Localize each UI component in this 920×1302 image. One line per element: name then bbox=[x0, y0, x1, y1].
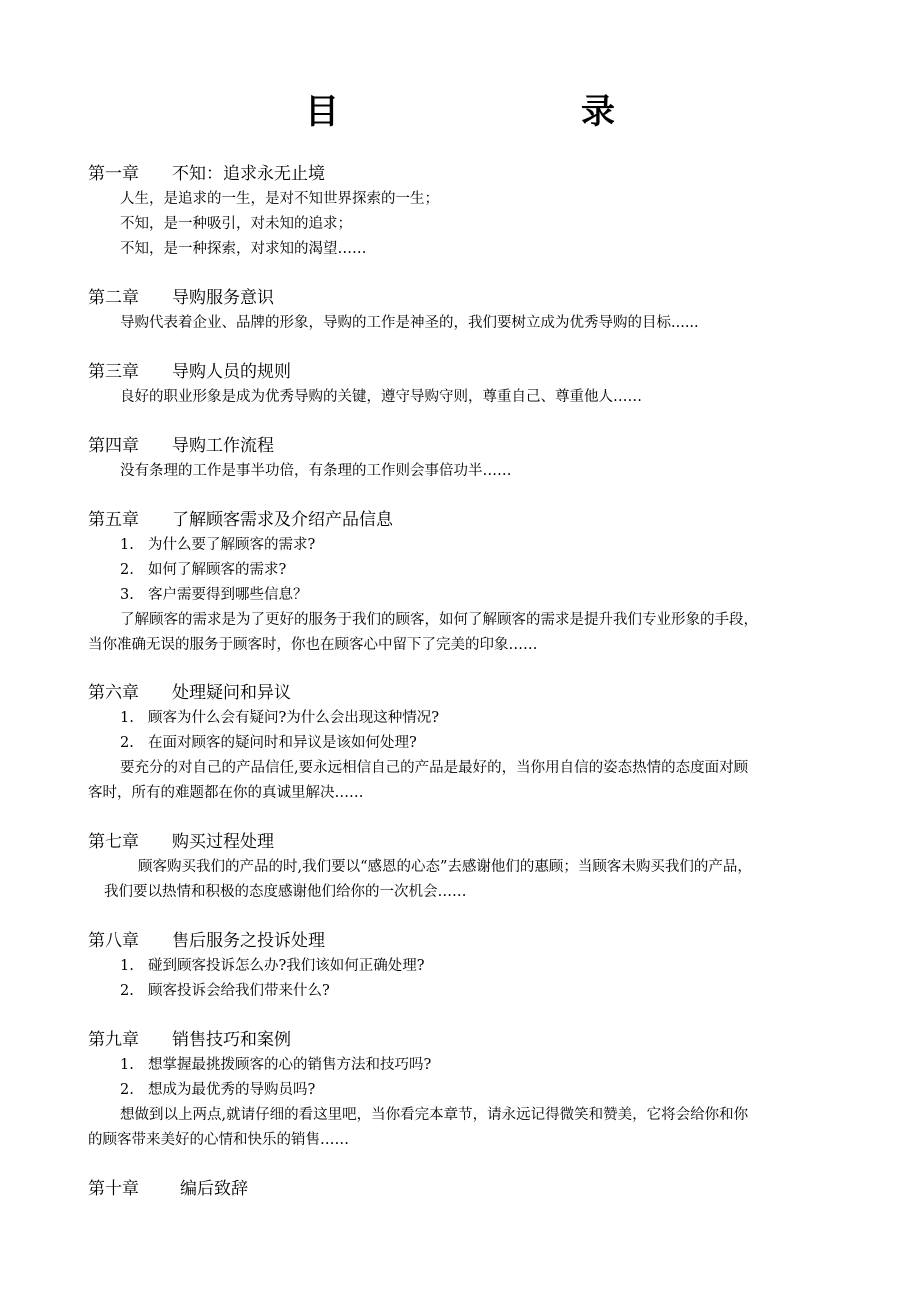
list-text: 想掌握最挑拨顾客的心的销售方法和技巧吗? bbox=[148, 1057, 432, 1073]
chapter-6-line-2: 客时，所有的难题都在你的真诚里解决…… bbox=[88, 785, 364, 801]
chapter-title: 导购人员的规则 bbox=[172, 362, 291, 382]
chapter-2-heading bbox=[88, 286, 274, 310]
list-text: 客户需要得到哪些信息？ bbox=[148, 587, 308, 603]
chapter-number: 第九章 bbox=[88, 1030, 139, 1050]
chapter-7-line-2: 我们要以热情和积极的态度感谢他们给你的一次机会…… bbox=[104, 884, 467, 900]
list-number: 1. bbox=[120, 537, 134, 553]
chapter-title: 导购工作流程 bbox=[172, 436, 274, 456]
list-number: 3. bbox=[120, 587, 134, 603]
chapter-1-line-2: 不知，是一种吸引，对未知的追求； bbox=[120, 216, 352, 232]
list-text: 为什么要了解顾客的需求? bbox=[148, 537, 316, 553]
list-text: 顾客为什么会有疑问?为什么会出现这种情况? bbox=[148, 710, 440, 726]
chapter-9-line-2: 的顾客带来美好的心情和快乐的销售…… bbox=[88, 1132, 349, 1148]
chapter-number: 第八章 bbox=[88, 931, 139, 951]
list-item bbox=[120, 954, 425, 978]
list-item bbox=[120, 533, 315, 557]
list-text: 顾客投诉会给我们带来什么? bbox=[148, 983, 330, 999]
chapter-number: 第三章 bbox=[88, 362, 139, 382]
chapter-5-line-1: 了解顾客的需求是为了更好的服务于我们的顾客，如何了解顾客的需求是提升我们专业形象的手段， bbox=[120, 612, 758, 628]
chapter-title: 处理疑问和异议 bbox=[172, 683, 291, 703]
list-item bbox=[120, 979, 330, 1003]
list-number: 1. bbox=[120, 1057, 134, 1073]
list-number: 2. bbox=[120, 735, 134, 751]
list-item bbox=[120, 706, 439, 730]
chapter-number: 第二章 bbox=[88, 288, 139, 308]
list-item bbox=[120, 583, 308, 607]
chapter-9-line-1: 想做到以上两点,就请仔细的看这里吧，当你看完本章节，请永远记得微笑和赞美，它将会给你和你 bbox=[120, 1107, 749, 1123]
chapter-title: 不知：追求永无止境 bbox=[172, 164, 325, 184]
chapter-title: 编后致辞 bbox=[180, 1179, 248, 1199]
chapter-number: 第十章 bbox=[88, 1179, 139, 1199]
chapter-7-line-1: 顾客购买我们的产品的时,我们要以“感恩的心态”去感谢他们的惠顾；当顾客未购买我们的产品， bbox=[138, 859, 752, 875]
chapter-7-heading bbox=[88, 830, 274, 854]
list-item bbox=[120, 1078, 315, 1102]
chapter-6-line-1: 要充分的对自己的产品信任,要永远相信自己的产品是最好的，当你用自信的姿态热情的态度面对顾 bbox=[120, 760, 749, 776]
chapter-5-heading bbox=[88, 508, 393, 532]
chapter-title: 导购服务意识 bbox=[172, 288, 274, 308]
chapter-8-heading bbox=[88, 929, 325, 953]
chapter-number: 第一章 bbox=[88, 164, 139, 184]
list-number: 1. bbox=[120, 958, 134, 974]
chapter-9-heading bbox=[88, 1028, 291, 1052]
chapter-title: 了解顾客需求及介绍产品信息 bbox=[172, 510, 393, 530]
chapter-number: 第七章 bbox=[88, 832, 139, 852]
list-text: 在面对顾客的疑问时和异议是该如何处理? bbox=[148, 735, 417, 751]
chapter-title: 售后服务之投诉处理 bbox=[172, 931, 325, 951]
chapter-3-line-1: 良好的职业形象是成为优秀导购的关键，遵守导购守则，尊重自己、尊重他人…… bbox=[120, 389, 642, 405]
chapter-title: 购买过程处理 bbox=[172, 832, 274, 852]
list-text: 碰到顾客投诉怎么办?我们该如何正确处理? bbox=[148, 958, 425, 974]
chapter-2-line-1: 导购代表着企业、品牌的形象，导购的工作是神圣的，我们要树立成为优秀导购的目标...... bbox=[120, 315, 699, 331]
chapter-1-line-3: 不知，是一种探索，对求知的渴望…… bbox=[120, 241, 367, 257]
chapter-4-heading bbox=[88, 434, 274, 458]
chapter-number: 第六章 bbox=[88, 683, 139, 703]
list-number: 1. bbox=[120, 710, 134, 726]
chapter-1-heading bbox=[88, 162, 325, 186]
chapter-title: 销售技巧和案例 bbox=[172, 1030, 291, 1050]
list-text: 想成为最优秀的导购员吗? bbox=[148, 1082, 316, 1098]
list-item bbox=[120, 558, 286, 582]
chapter-6-heading bbox=[88, 681, 291, 705]
list-text: 如何了解顾客的需求? bbox=[148, 562, 287, 578]
page-title: 目 录 bbox=[305, 92, 673, 132]
chapter-10-heading bbox=[88, 1177, 248, 1201]
chapter-number: 第五章 bbox=[88, 510, 139, 530]
chapter-number: 第四章 bbox=[88, 436, 139, 456]
list-item bbox=[120, 1053, 431, 1077]
chapter-3-heading bbox=[88, 360, 291, 384]
list-number: 2. bbox=[120, 1082, 134, 1098]
chapter-1-line-1: 人生，是追求的一生，是对不知世界探索的一生； bbox=[120, 191, 439, 207]
chapter-5-line-2: 当你准确无误的服务于顾客时，你也在顾客心中留下了完美的印象…… bbox=[88, 637, 538, 653]
list-item bbox=[120, 731, 417, 755]
list-number: 2. bbox=[120, 562, 134, 578]
list-number: 2. bbox=[120, 983, 134, 999]
chapter-4-line-1: 没有条理的工作是事半功倍，有条理的工作则会事倍功半…… bbox=[120, 463, 512, 479]
